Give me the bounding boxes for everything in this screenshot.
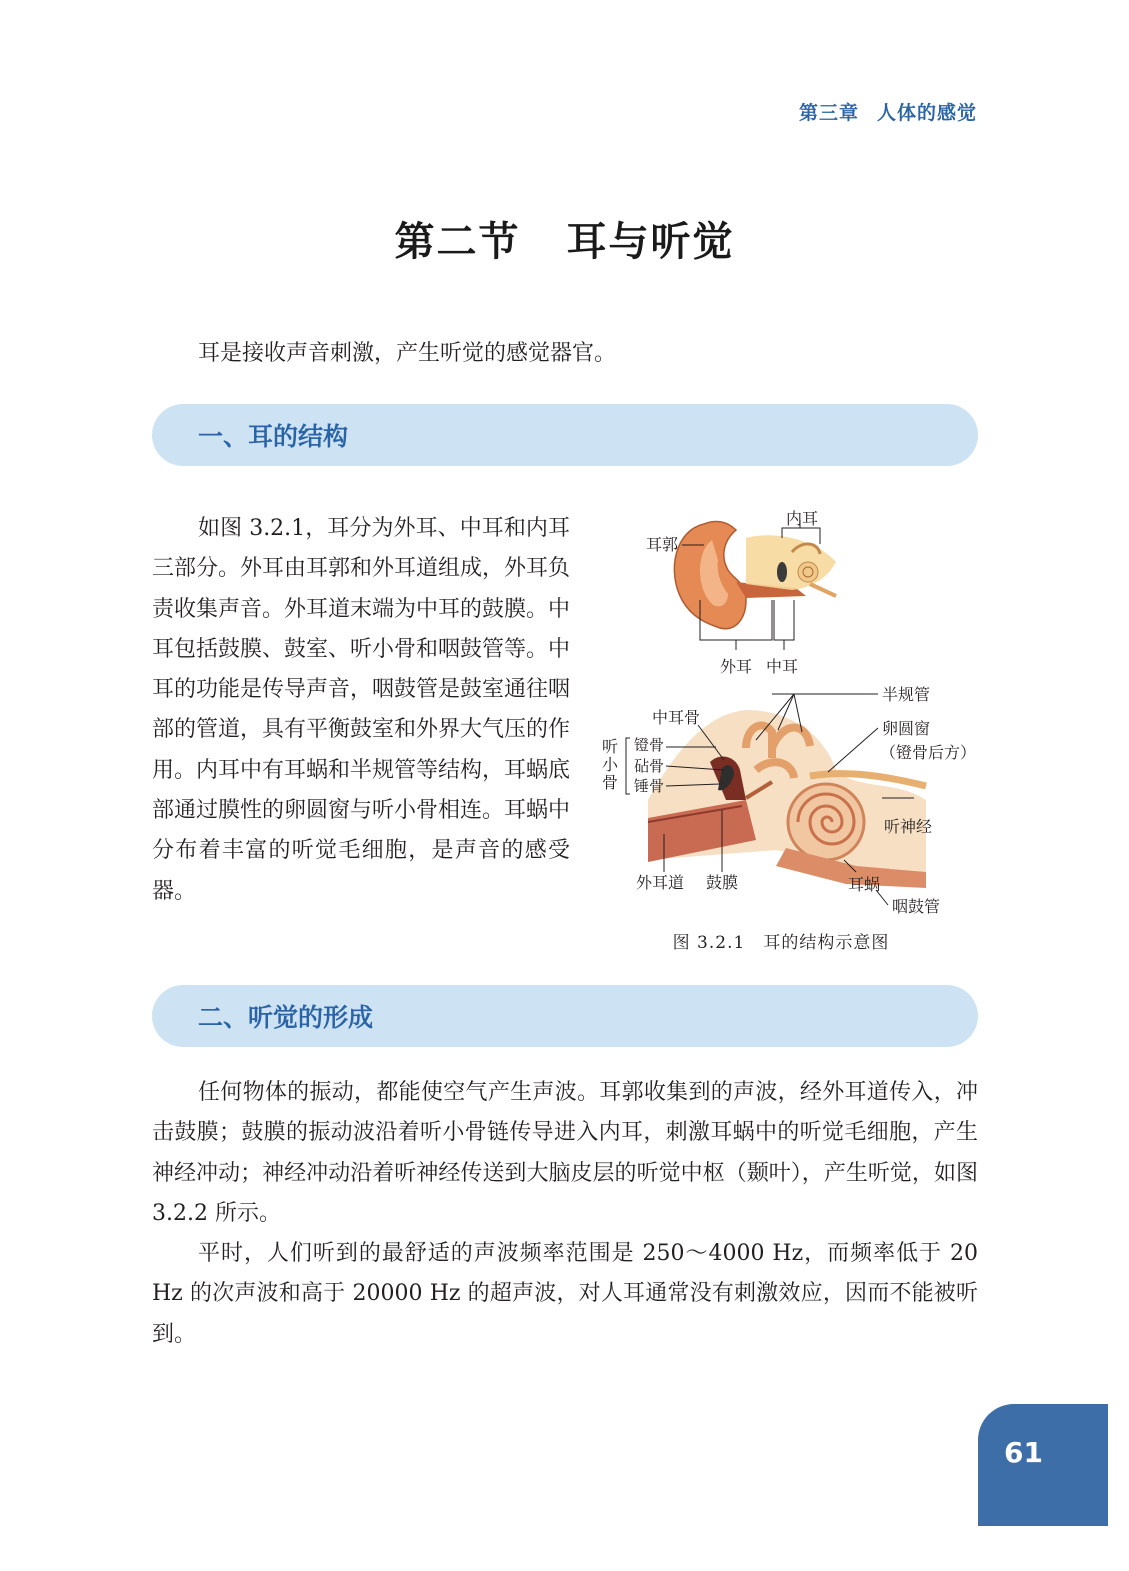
label-eustachian-tube: 咽鼓管 xyxy=(892,897,941,916)
label-incus: 砧骨 xyxy=(634,757,665,775)
running-head xyxy=(799,98,977,125)
label-oval-window-note: （镫骨后方） xyxy=(880,743,977,762)
subheading-ear-structure-text: 一、耳的结构 xyxy=(198,422,349,451)
intro-paragraph: 耳是接收声音刺激，产生听觉的感觉器官。 xyxy=(198,341,617,366)
label-ear-canal: 外耳道 xyxy=(636,873,685,892)
subheading-hearing-formation xyxy=(152,985,978,1047)
hearing-paragraph-1: 任何物体的振动，都能使空气产生声波。耳郭收集到的声波，经外耳道传入，冲击鼓膜；鼓膜的振动波沿着听小骨链传导进入内耳，刺激耳蜗中的听觉毛细胞，产生神经冲动；神经冲动沿着听神经传送到大脑皮层的听觉中枢（颞叶），产生听觉，如图 3.2.2 所示。 xyxy=(152,1080,978,1226)
section-name: 耳与听觉 xyxy=(566,219,735,265)
label-eardrum: 鼓膜 xyxy=(706,873,739,892)
chapter-number: 第三章 xyxy=(798,102,859,124)
label-cochlea: 耳蜗 xyxy=(848,875,881,894)
label-middle-ear: 中耳 xyxy=(766,657,799,676)
label-semicircular-canals: 半规管 xyxy=(882,685,931,704)
section-title xyxy=(0,210,1129,267)
section-number: 第二节 xyxy=(394,219,521,265)
label-middle-ear-bone: 中耳骨 xyxy=(652,708,701,727)
label-oval-window: 卵圆窗 xyxy=(882,719,931,738)
page-number: 61 xyxy=(1004,1436,1043,1469)
label-stapes: 镫骨 xyxy=(634,736,665,754)
ear-structure-paragraph: 如图 3.2.1，耳分为外耳、中耳和内耳三部分。外耳由耳郭和外耳道组成，外耳负责收集声音。外耳道末端为中耳的鼓膜。中耳包括鼓膜、鼓室、听小骨和咽鼓管等。中耳的功能是传导声音，咽鼓管是鼓室通往咽部的管道，具有平衡鼓室和外界大气压的作用。内耳中有耳蜗和半规管等结构，耳蜗底部通过膜性的卵圆窗与听小骨相连。耳蜗中分布着丰富的听觉毛细胞，是声音的感受器。 xyxy=(152,516,571,904)
figure-caption: 图 3.2.1 耳的结构示意图 xyxy=(672,933,890,953)
chapter-title: 人体的感觉 xyxy=(876,102,977,124)
subheading-ear-structure xyxy=(152,404,978,466)
label-inner-ear: 内耳 xyxy=(786,509,819,528)
label-outer-ear: 外耳 xyxy=(720,657,753,676)
hearing-paragraph-2: 平时，人们听到的最舒适的声波频率范围是 250～4000 Hz，而频率低于 20 Hz 的次声波和高于 20000 Hz 的超声波，对人耳通常没有刺激效应，因而不能被听到。 xyxy=(152,1241,978,1347)
page-number-tab xyxy=(978,1404,1108,1526)
label-ossicles: 听小骨 xyxy=(602,737,619,792)
label-auditory-nerve: 听神经 xyxy=(884,817,933,836)
label-malleus: 锤骨 xyxy=(634,777,665,795)
label-pinna: 耳郭 xyxy=(646,535,679,554)
ear-structure-figure xyxy=(596,500,996,920)
subheading-hearing-formation-text: 二、听觉的形成 xyxy=(198,1003,374,1032)
outer-ear-illustration xyxy=(674,522,836,629)
